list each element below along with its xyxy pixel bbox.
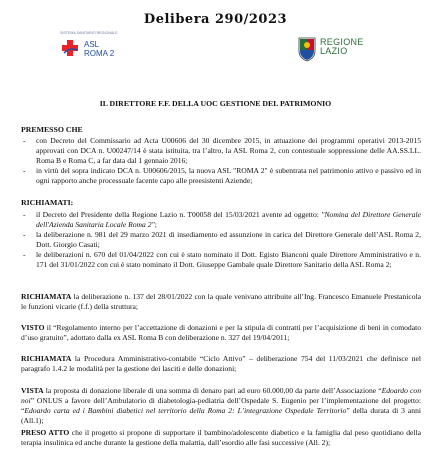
visto-text: il “Regolamento interno per l’accettazione di donazioni e per la stipula di contratti per l’acquisizione di beni in comodato d’uso gratuito”, adottato dalla ex ASL Roma B con deliberazione n. 327 del 19/04/2011; [21,323,421,343]
preso-atto-label: PRESO ATTO [21,428,70,437]
vista-label: VISTA [21,386,44,395]
asl-logo-line2: ROMA 2 [84,48,115,58]
richiamata-paragraph-1 [21,292,421,312]
lazio-logo-line2: LAZIO [320,46,348,57]
premesso-list [21,136,421,186]
vista-paragraph [21,386,421,426]
vista-text-1: la proposta di donazione liberale di una somma di denaro pari ad euro 60.000,00 da parte dell’Associazione “ [43,386,382,395]
richiamati-item-1-end: ; [154,220,157,230]
vista-text-3: ” della durata di 3 anni (All.1); [21,406,421,426]
premesso-label: PREMESSO CHE [21,125,83,134]
delibera-title: Delibera 290/2023 [143,12,288,27]
richiamati-item-1-italic: "Nomina del Direttore Generale dell'Azienda Sanitaria Locale Roma 2" [36,210,421,230]
lazio-emblem-icon [297,36,317,62]
richiamati-list [21,210,421,270]
richiamati-item-3: - le deliberazioni n. 670 del 01/04/2022 con cui è stato nominato il Dott. Egisto Bianconi quale Direttore Amministrativo e n. 171 del 31/01/2022 con cui è stato nominato il Dott. Giuseppe Gambale quale Direttore Sanitario della ASL Roma 2; [21,250,421,270]
asl-logo-line1: ASL [84,40,100,49]
richiamati-item-2: - la deliberazione n. 981 del 29 marzo 2021 di insediamento ed assunzione in carica del Direttore Generale dell’ASL Roma 2, Dott. Giorgio Casati; [21,230,421,250]
richiamata-paragraph-2 [21,354,421,374]
vista-text-2: ” ONLUS a favore dell’Ambulatorio di diabetologia-pediatria dell’Ospedale S. Eugenio per l’implementazione del progetto: “ [21,396,421,416]
vista-project-title: Edoardo carta ed i Bambini diabetici nel territorio della Roma 2: L’integrazione Ospedale Territorio [24,406,347,416]
asl-logo-subtitle: SISTEMA SANITARIO REGIONALE [60,31,118,35]
lazio-logo-name [320,38,364,57]
lazio-logo-line1: REGIONE [320,37,364,47]
preso-atto-text: che il progetto si propone di supportare il bambino/adolescente diabetico e la famiglia dal peso quotidiano della terapia insulinica ed anche durante la gestione della malattia, dall’esordio alle fasi successive (All. 2); [21,428,421,448]
richiamata-1-text: la deliberazione n. 137 del 28/01/2022 con la quale venivano attribuite all’Ing. Francesco Emanuele Prestanicola le funzioni vicarie (f.f.) della struttura; [21,292,421,312]
asl-logo-name [84,41,114,59]
richiamati-label: RICHIAMATI: [21,198,74,207]
richiamata-2-label: RICHIAMATA [21,354,72,363]
preso-atto-paragraph [21,428,421,448]
richiamati-item-1 [21,210,421,230]
asl-cross-icon [61,39,79,57]
document-heading: IL DIRETTORE F.F. DELLA UOC GESTIONE DEL PATRIMONIO [99,99,332,108]
richiamata-1-label: RICHIAMATA [21,292,72,301]
richiamati-item-1-text: il Decreto del Presidente della Regione Lazio n. T00058 del 15/03/2021 avente ad oggetto: [36,210,322,219]
premesso-item-1: - con Decreto del Commissario ad Acta U00606 del 30 dicembre 2015, in attuazione dei programmi operativi 2013-2015 approvati con DCA n. U00247/14 è stata istituita, tra l’altro, la ASL Roma 2, con contestuale soppressione delle AA.SS.LL. Roma B e Roma C, a far data dal 1 gennaio 2016; [21,136,421,166]
vista-association-name: Edoardo con noi [21,386,421,406]
asl-roma2-logo [60,31,160,67]
visto-label: VISTO [21,323,45,332]
regione-lazio-logo [297,36,377,66]
visto-paragraph [21,323,421,343]
richiamata-2-text: la Procedura Amministrativo-contabile “Ciclo Attivo” – deliberazione 754 del 11/03/2021 che definisce nel paragrafo 1.4.2 le modalità per la gestione dei lasciti e delle donazioni; [21,354,421,374]
premesso-item-2: - in virtù del sopra indicato DCA n. U00606/2015, la nuova ASL "ROMA 2" è subentrata nel patrimonio attivo e passivo ed in ogni rapporto anche processuale facente capo alle preesistenti Aziende; [21,166,421,186]
